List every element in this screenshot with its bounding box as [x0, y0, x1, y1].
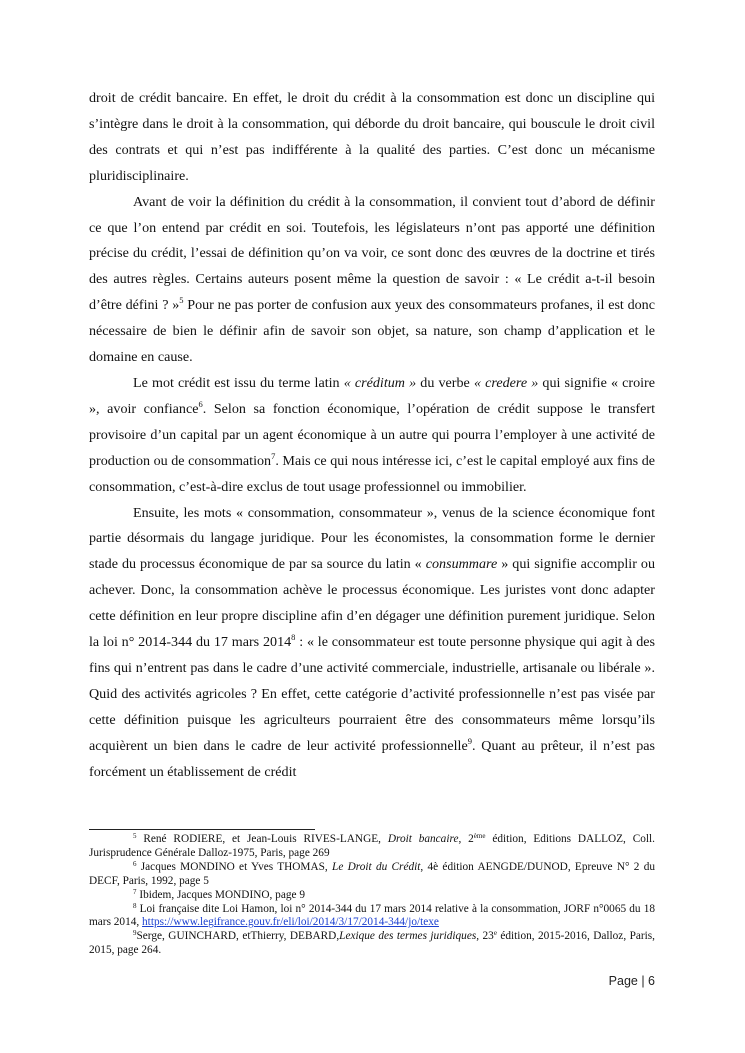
footnote-ref-5[interactable]: 5 — [179, 295, 184, 306]
page-number: Page | 6 — [608, 974, 655, 988]
footnote-9: $^9$Serge, GUINCHARD, etThierry, DEBARD,Lexique des termes juridiques, 23e édition, 2015-2016, Dalloz, Paris, 2015, page 264. — [89, 929, 656, 957]
legifrance-link[interactable]: https://www.legifrance.gouv.fr/eli/loi/2014/3/17/2014-344/jo/texe — [142, 916, 439, 929]
footnote-ref-8[interactable]: 8 — [291, 632, 296, 643]
paragraph-4: Ensuite, les mots « consommation, consommateur », venus de la science économique font partie désormais du langage juridique. Pour les économistes, la consommation forme le dernier stade du processus économique de par sa source du latin « consummare » qui signifie accomplir ou achever. Donc, la consommation achève le processus économique. Les juristes vont donc adapter cette définition en leur propre discipline afin d’en dégager une définition purement juridique. Selon la loi n° 2014-344 du 17 mars 2014$^8$ : « le consommateur est toute personne physique qui agit à des fins qui n’entrent pas dans le cadre d’une activité commerciale, industrielle, artisanale ou libérale ». Quid des activités agricoles ? En effet, cette catégorie d’activité professionnelle n’est pas visée par cette définition puisque les agriculteurs pourraient être des consommateurs même lorsqu’ils acquièrent un bien dans le cadre de leur activité professionnelle$^9$. Quant au prêteur, il n’est pas forcément un établissement de crédit — [89, 504, 656, 780]
footnote-ref-6[interactable]: 6 — [198, 398, 203, 409]
body-text — [89, 86, 655, 785]
footnote-6: $^6$ Jacques MONDINO et Yves THOMAS, Le Droit du Crédit, 4è édition AENGDE/DUNOD, Epreuve N° 2 du DECF, Paris, 1992, page 5 — [89, 859, 655, 887]
footnote-ref-7[interactable]: 7 — [271, 450, 276, 461]
footnote-ref-9[interactable]: 9 — [467, 735, 472, 746]
paragraph-2: Avant de voir la définition du crédit à la consommation, il convient tout d’abord de définir ce que l’on entend par crédit en soi. Toutefois, les législateurs n’ont pas apporté une définition précise du crédit, l’essai de définition qu’on va voir, ce sont donc des œuvres de la doctrine et tirés des autres règles. Certains auteurs posent même la question de savoir : « Le crédit a-t-il besoin d’être défini ? »$^5$ Pour ne pas porter de confusion aux yeux des consommateurs profanes, il est donc nécessaire de bien le définir afin de savoir son objet, sa nature, son champ d’application et le domaine en cause. — [89, 193, 655, 366]
footnote-7: $^7$ Ibidem, Jacques MONDINO, page 9 — [133, 887, 305, 901]
footnotes — [89, 833, 655, 958]
footnote-5: $^5$ René RODIERE, et Jean-Louis RIVES-LANGE, Droit bancaire, 2ème édition, Editions DALLOZ, Coll. Jurisprudence Générale Dalloz-1975, Paris, page 269 — [89, 832, 656, 859]
paragraph-3: Le mot crédit est issu du terme latin « créditum » du verbe « credere » qui signifie « croire », avoir confiance$^6$. Selon sa fonction économique, l’opération de crédit suppose le transfert provisoire d’un capital par un agent économique à un autre qui pourra l’employer à une activité de production ou de consommation$^7$. Mais ce qui nous intéresse ici, c’est le capital employé aux fins de consommation, c’est-à-dire exclus de tout usage professionnel ou immobilier. — [89, 374, 655, 495]
paragraph-1: droit de crédit bancaire. En effet, le droit du crédit à la consommation est donc un discipline qui s’intègre dans le droit à la consommation, qui déborde du droit bancaire, qui bouscule le droit civil des contrats et qui n’est pas indifférente à la qualité des parties. C’est donc un mécanisme pluridisciplinaire. — [89, 90, 655, 184]
footnote-8: $^8$ Loi française dite Loi Hamon, loi n° 2014-344 du 17 mars 2014 relative à la consommation, JORF n°0065 du 18 mars 2014, https://www.legifrance.gouv.fr/eli/loi/2014/3/17/2014-344/jo/texe — [89, 901, 655, 929]
footnote-separator — [89, 829, 315, 830]
